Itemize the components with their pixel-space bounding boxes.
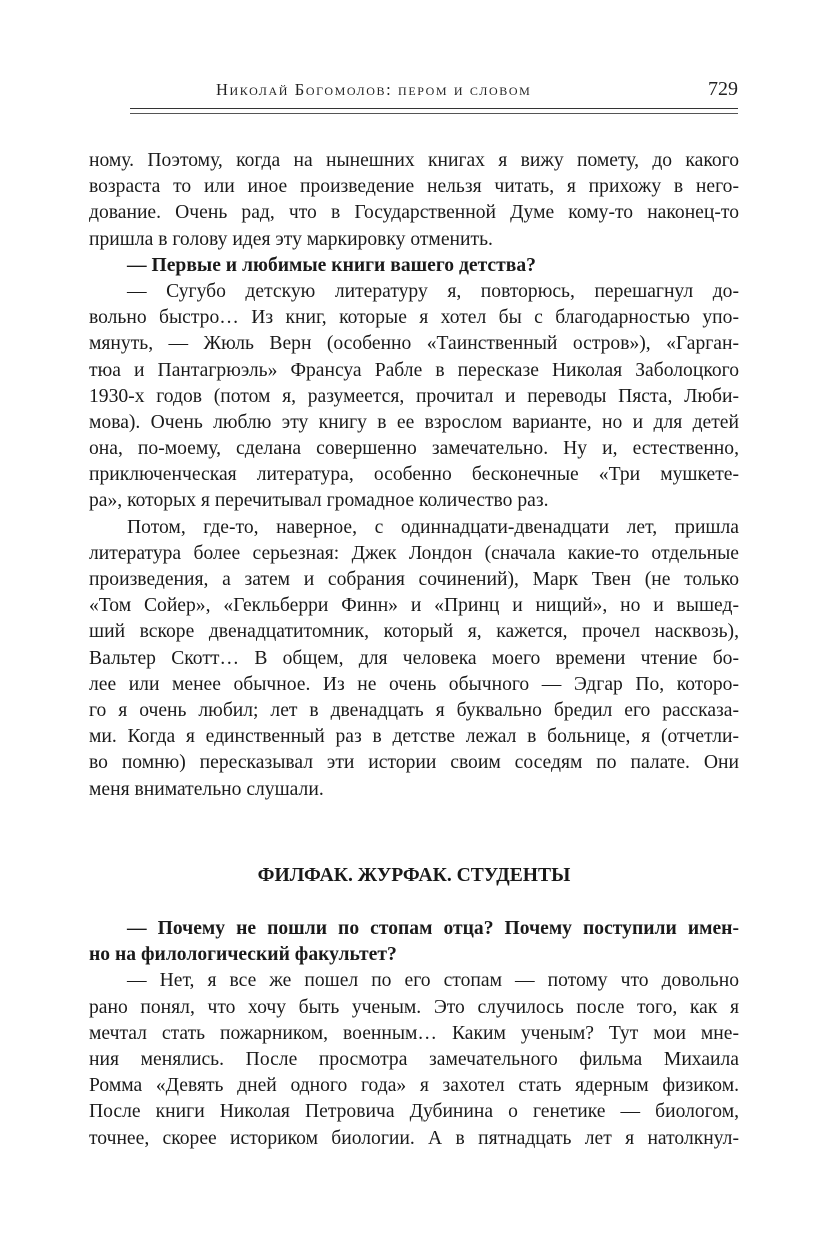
- text-line: ми. Когда я единственный раз в детстве лежал в больнице, я (отчетли-: [89, 726, 739, 748]
- text-line: дование. Очень рад, что в Государственной Думе кому-то наконец-то: [89, 202, 739, 224]
- text-block-2: [89, 916, 739, 1152]
- text-line: мова). Очень люблю эту книгу в ее взрослом варианте, но и для детей: [89, 411, 739, 433]
- question-line: но на филологический факультет?: [89, 944, 397, 966]
- text-line: После книги Николая Петровича Дубинина о генетике — биологом,: [89, 1101, 739, 1123]
- text-line: литература более серьезная: Джек Лондон (сначала какие-то отдельные: [89, 542, 739, 564]
- text-line: меня внимательно слушали.: [89, 778, 324, 800]
- text-line: го я очень любил; лет в двенадцать я буквально бредил его рассказа-: [89, 699, 739, 721]
- section-title: ФИЛФАК. ЖУРФАК. СТУДЕНТЫ: [257, 865, 571, 886]
- text-line: мянуть, — Жюль Верн (особенно «Таинственный остров»), «Гарган-: [89, 333, 739, 355]
- text-line: она, по-моему, сделана совершенно замечательно. Ну и, естественно,: [89, 438, 739, 460]
- text-line: мечтал стать пожарником, военным… Каким ученым? Тут мои мне-: [89, 1022, 739, 1044]
- running-header: [130, 78, 738, 104]
- header-rule-thin: [130, 113, 738, 114]
- text-line: вольно быстро… Из книг, которые я хотел бы с благодарностью упо-: [89, 307, 739, 329]
- text-line: рано понял, что хочу быть ученым. Это случилось после того, как я: [89, 996, 739, 1018]
- text-line: Вальтер Скотт… В общем, для человека моего времени чтение бо-: [89, 647, 739, 669]
- text-line: точнее, скорее историком биологии. А в пятнадцать лет я натолкнул-: [89, 1127, 739, 1149]
- question-line: — Первые и любимые книги вашего детства?: [127, 254, 536, 276]
- text-line: ния менялись. После просмотра замечательного фильма Михаила: [89, 1048, 739, 1070]
- running-title: Николай Богомолов: пером и словом: [216, 80, 532, 99]
- text-line: во помню) пересказывал эти истории своим соседям по палате. Они: [89, 752, 739, 774]
- text-line: Ромма «Девять дней одного года» я захотел стать ядерным физиком.: [89, 1075, 739, 1097]
- text-line: тюа и Пантагрюэль» Франсуа Рабле в пересказе Николая Заболоцкого: [89, 359, 739, 381]
- header-rule-thick: [130, 108, 738, 109]
- text-line: — Нет, я все же пошел по его стопам — потому что довольно: [127, 970, 739, 992]
- text-line: 1930-х годов (потом я, разумеется, прочитал и переводы Пяста, Люби-: [89, 385, 739, 407]
- page-number: 729: [708, 78, 738, 100]
- text-line: пришла в голову идея эту маркировку отменить.: [89, 228, 493, 250]
- text-line: Потом, где-то, наверное, с одиннадцати-двенадцати лет, пришла: [127, 516, 739, 538]
- text-line: возраста то или иное произведение нельзя читать, я прихожу в него-: [89, 176, 739, 198]
- question-line: — Почему не пошли по стопам отца? Почему поступили имен-: [127, 918, 739, 939]
- text-line: произведения, а затем и собрания сочинений), Марк Твен (не только: [89, 569, 739, 590]
- text-line: приключенческая литература, особенно бесконечные «Три мушкете-: [89, 464, 739, 486]
- text-line: лее или менее обычное. Из не очень обычного — Эдгар По, которо-: [89, 673, 739, 695]
- text-line: — Сугубо детскую литературу я, повторюсь, перешагнул до-: [127, 280, 739, 302]
- text-line: ра», которых я перечитывал громадное количество раз.: [89, 490, 549, 512]
- text-block-1: [89, 148, 739, 803]
- text-line: ному. Поэтому, когда на нынешних книгах я вижу помету, до какого: [89, 150, 739, 171]
- text-line: «Том Сойер», «Гекльберри Финн» и «Принц и нищий», но и вышед-: [89, 595, 739, 617]
- text-line: ший вскоре двенадцатитомник, который я, кажется, прочел насквозь),: [89, 621, 739, 643]
